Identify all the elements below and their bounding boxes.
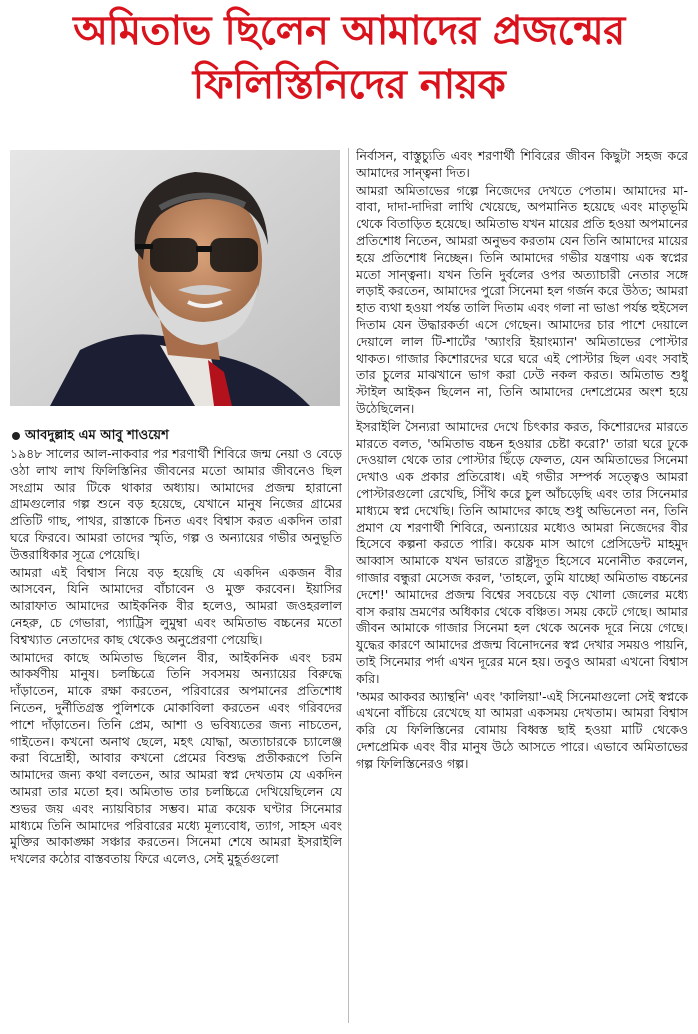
portrait-illustration — [10, 150, 340, 406]
paragraph: আমরা এই বিশ্বাস নিয়ে বড় হয়েছি যে একদিন একজন বীর আসবেন, যিনি আমাদের বাঁচাবেন ও মুক্ত করবেন। ইয়াসির আরাফাত আমাদের আইকনিক বীর হলেও, আমরা জওহরলাল নেহরু, চে গেভারা, প্যাট্রিস লুমুম্বা এবং অমিতাভ বচ্চনের মতো বিশ্বখ্যাত নেতাদের কাছ থেকেও অনুপ্রেরণা পেয়েছি। — [10, 564, 342, 647]
headline-line-1: অমিতাভ ছিলেন আমাদের প্রজন্মের — [73, 8, 625, 54]
author-name: আবদুল্লাহ এম আবু শাওয়েশ — [25, 428, 169, 443]
paragraph: নির্বাসন, বাস্তুচ্যুতি এবং শরণার্থী শিবিরের জীবন কিছুটা সহজ করে আমাদের সান্ত্বনা দিত। — [356, 148, 688, 180]
paragraph: ইসরাইলি সৈন্যরা আমাদের দেখে চিৎকার করত, কিশোরদের মারতে মারতে বলত, 'অমিতাভ বচ্চন হওয়ার চেষ্টা করো?' তারা ঘরে ঢুকে দেওয়াল থেকে তার পোস্টার ছিঁড়ে ফেলত, যেন অমিতাভের সিনেমা দেখাও এক প্রকার প্রতিরোধ। এই গভীর সম্পর্ক সত্ত্বেও আমরা পোস্টারগুলো রেখেছি, সিঁথি করে চুল আঁচড়েছি এবং তার সিনেমার মাধ্যমে স্বপ্ন দেখেছি। তিনি আমাদের কাছে শুধু অভিনেতা নন, তিনি প্রমাণ যে শরণার্থী শিবিরে, অন্যায়ের মধ্যেও আমরা নিজেদের বীর হিসেবে কল্পনা করতে পারি। কয়েক মাস আগে প্রেসিডেন্ট মাহমুদ আব্বাস আমাকে যখন ভারতে রাষ্ট্রদূত হিসেবে মনোনীত করলেন, গাজার বন্ধুরা মেসেজ করল, 'তাহলে, তুমি যাচ্ছো অমিতাভ বচ্চনের দেশে!' আমাদের প্রজন্ম বিশ্বের সবচেয়ে বড় খোলা জেলের মধ্যে বাস করায় ভ্রমণের অধিকার থেকে বঞ্চিত। সময় কেটে গেছে। আমার জীবন আমাকে গাজার সিনেমা হল থেকে অনেক দূরে নিয়ে গেছে। যুদ্ধের কারণে আমাদের প্রজন্ম বিনোদনের স্বপ্ন দেখার সময়ও পায়নি, তাই সিনেমার পর্দা এখন দূরের মনে হয়। তবুও আমরা এখনো বিশ্বাস করি। — [356, 418, 688, 686]
paragraph: ১৯৪৮ সালের আল-নাকবার পর শরণার্থী শিবিরে জন্ম নেয়া ও বেড়ে ওঠা লাখ লাখ ফিলিস্তিনির জীবনের মতো আমার জীবনেও ছিল সংগ্রাম আর টিকে থাকার অধ্যায়। আমাদের প্রজন্ম হারানো গ্রামগুলোর গল্প শুনে বড় হয়েছে, যেখানে মানুষ নিজের গ্রামের প্রতিটি গাছ, পাথর, রাস্তাকে চিনত এবং বিশ্বাস করত একদিন তারা ঘরে ফিরবে। আমরা তাদের স্মৃতি, গল্প ও অন্যায়ের গভীর অনুভূতি উত্তরাধিকার সূত্রে পেয়েছি। — [10, 446, 342, 562]
column-divider — [348, 148, 349, 1023]
headline — [0, 4, 698, 112]
left-column — [10, 446, 342, 1026]
paragraph: আমাদের কাছে অমিতাভ ছিলেন বীর, আইকনিক এবং চরম আকর্ষণীয় মানুষ। চলচ্চিত্রে তিনি সবসময় অন্যায়ের বিরুদ্ধে দাঁড়াতেন, মাকে রক্ষা করতেন, পরিবারের অপমানের প্রতিশোধ নিতেন, দুর্নীতিগ্রস্ত পুলিশকে মোকাবিলা করতেন এবং গরিবদের পাশে দাঁড়াতেন। তিনি প্রেম, আশা ও ভবিষ্যতের জন্য নাচতেন, গাইতেন। কখনো অনাথ ছেলে, মহৎ যোদ্ধা, অত্যাচারকে চ্যালেঞ্জ করা বিদ্রোহী, আবার কখনো প্রেমের বিশুদ্ধ প্রতীকরূপে তিনি আমাদের জন্য কথা বলতেন, আর আমরা স্বপ্ন দেখতাম যে একদিন আমরা তার মতো হব। অমিতাভ তার চলচ্চিত্রে দেখিয়েছিলেন যে শুভর জয় এবং ন্যায়বিচার সম্ভব। মাত্র কয়েক ঘণ্টার সিনেমার মাধ্যমে তিনি আমাদের পরিবারের মধ্যে মূল্যবোধ, ত্যাগ, সাহস এবং মুক্তির আকাঙ্ক্ষা সঞ্চার করতেন। সিনেমা শেষে আমরা ইসরাইলি দখলের কঠোর বাস্তবতায় ফিরে এলেও, সেই মুহূর্তগুলো — [10, 649, 342, 867]
right-column — [356, 148, 688, 1028]
byline — [12, 428, 342, 444]
bullet-icon — [12, 432, 20, 440]
headline-line-2: ফিলিস্তিনিদের নায়ক — [192, 62, 506, 108]
article-photo — [10, 150, 340, 406]
paragraph: আমরা অমিতাভের গল্পে নিজেদের দেখতে পেতাম। আমাদের মা-বাবা, দাদা-দাদিরা লাথি খেয়েছে, অপমানিত হয়েছে এবং মাতৃভূমি থেকে বিতাড়িত হয়েছে। অমিতাভ যখন মায়ের প্রতি হওয়া অপমানের প্রতিশোধ নিতেন, আমরা অনুভব করতাম যেন তিনি আমাদের মায়ের হয়ে প্রতিশোধ নিচ্ছেন। তিনি আমাদের গভীর যন্ত্রণায় এক স্বপ্নের মতো সান্ত্বনা। যখন তিনি দুর্বলের ওপর অত্যাচারী নেতার সঙ্গে লড়াই করতেন, আমাদের পুরো সিনেমা হল গর্জন করে উঠত; আমরা হাত ব্যথা হওয়া পর্যন্ত তালি দিতাম এবং গলা না ভাঙা পর্যন্ত হুইসেল দিতাম যেন উদ্ধারকর্তা এসে গেছেন। আমাদের চার পাশে দেয়ালে দেয়ালে লাল টি-শার্টের 'অ্যাংরি ইয়াংম্যান' অমিতাভের পোস্টার থাকত। গাজার কিশোরদের ঘরে ঘরে এই পোস্টার ছিল এবং সবাই তার চুলের মাঝখানে ভাগ করা ঢেউ নকল করত। অমিতাভ শুধু স্টাইল আইকন ছিলেন না, তিনি আমাদের দেশপ্রেমের অংশ হয়ে উঠেছিলেন। — [356, 182, 688, 416]
paragraph: 'অমর আকবর অ্যান্থনি' এবং 'কালিয়া'-এই সিনেমাগুলো সেই স্বপ্নকে এখনো বাঁচিয়ে রেখেছে যা আমরা একসময় দেখতাম। আমরা বিশ্বাস করি যে ফিলিস্তিনের বোমায় বিধ্বস্ত ছাই হওয়া মাটি থেকেও দেশপ্রেমিক এবং বীর মানুষ উঠে আসতে পারে। এভাবে অমিতাভের গল্প ফিলিস্তিনেরও গল্প। — [356, 688, 688, 771]
